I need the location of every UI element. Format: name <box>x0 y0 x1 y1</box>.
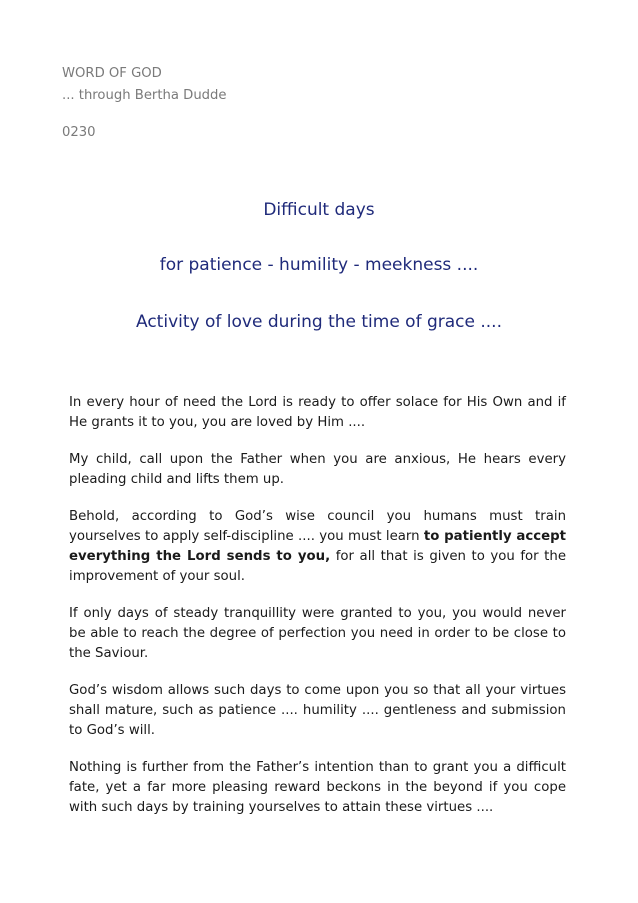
document-number: 0230 <box>62 125 96 140</box>
header-subtitle: ... through Bertha Dudde <box>62 88 227 103</box>
body-text <box>69 393 566 835</box>
paragraph-3-text-before: Behold, according to God’s wise council you humans must train yourselves to apply self-discipline .... you must learn <box>69 509 566 544</box>
subtitle-line-2: for patience - humility - meekness .... <box>159 255 479 275</box>
paragraph-6: Nothing is further from the Father’s intention than to grant you a difficult fate, yet a far more pleasing reward beckons in the beyond if you cope with such days by training yourselves to attain these virtues .... <box>69 760 566 815</box>
paragraph-3 <box>69 507 566 587</box>
paragraph-2: My child, call upon the Father when you are anxious, He hears every pleading child and lifts them up. <box>69 452 566 487</box>
paragraph-1: In every hour of need the Lord is ready to offer solace for His Own and if He grants it to you, you are loved by Him .... <box>69 395 566 430</box>
paragraph-4: If only days of steady tranquillity were granted to you, you would never be able to reach the degree of perfection you need in order to be close to the Saviour. <box>69 606 566 661</box>
paragraph-3-bold-text: to patiently accept everything the Lord sends to you, <box>69 529 566 564</box>
header-title: WORD OF GOD <box>62 66 162 81</box>
subtitle-line-3: Activity of love during the time of grace .... <box>136 312 502 332</box>
document-header <box>62 63 227 144</box>
main-title: Difficult days <box>263 200 375 220</box>
paragraph-5: God’s wisdom allows such days to come upon you so that all your virtues shall mature, such as patience .... humility .... gentleness and submission to God’s will. <box>69 683 566 738</box>
paragraph-3-text-after: for all that is given to you for the improvement of your soul. <box>69 549 567 584</box>
